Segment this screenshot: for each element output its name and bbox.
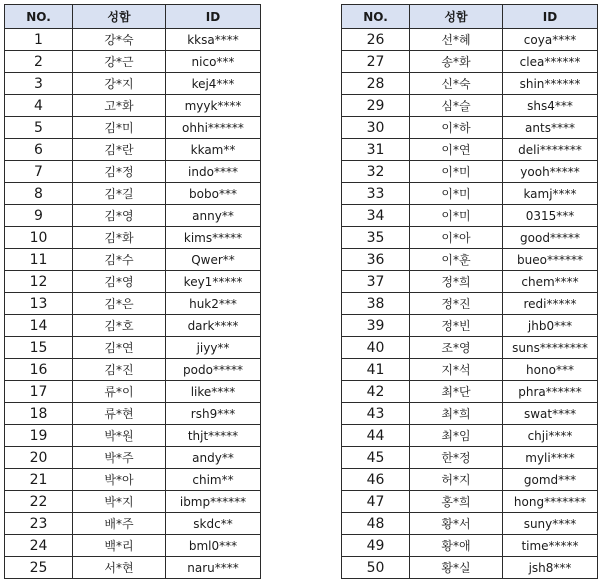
cell-name: 한*정 (410, 447, 503, 469)
cell-name: 김*미 (73, 117, 166, 139)
cell-name: 김*진 (73, 359, 166, 381)
cell-id: indo**** (166, 161, 261, 183)
cell-id: chim** (166, 469, 261, 491)
cell-no: 24 (5, 535, 73, 557)
cell-id: ohhi****** (166, 117, 261, 139)
cell-name: 서*현 (73, 557, 166, 579)
cell-name: 황*서 (410, 513, 503, 535)
table-header-row (5, 5, 261, 29)
header-id: ID (503, 5, 598, 29)
cell-no: 33 (342, 183, 410, 205)
cell-no: 11 (5, 249, 73, 271)
cell-id: redi***** (503, 293, 598, 315)
cell-id: skdc** (166, 513, 261, 535)
table-body-left (5, 29, 261, 579)
cell-id: hono*** (503, 359, 598, 381)
cell-id: deli******* (503, 139, 598, 161)
table-row (342, 161, 598, 183)
cell-no: 23 (5, 513, 73, 535)
cell-no: 9 (5, 205, 73, 227)
cell-id: swat**** (503, 403, 598, 425)
cell-id: kims***** (166, 227, 261, 249)
cell-no: 2 (5, 51, 73, 73)
cell-id: coya**** (503, 29, 598, 51)
cell-name: 김*호 (73, 315, 166, 337)
cell-id: chji**** (503, 425, 598, 447)
cell-name: 강*숙 (73, 29, 166, 51)
cell-no: 45 (342, 447, 410, 469)
winner-table-left (4, 4, 261, 579)
cell-no: 27 (342, 51, 410, 73)
table-row (5, 117, 261, 139)
cell-name: 김*영 (73, 271, 166, 293)
cell-no: 17 (5, 381, 73, 403)
cell-no: 34 (342, 205, 410, 227)
cell-id: gomd*** (503, 469, 598, 491)
cell-name: 허*지 (410, 469, 503, 491)
cell-no: 29 (342, 95, 410, 117)
table-row (342, 51, 598, 73)
table-row (5, 73, 261, 95)
table-row (342, 403, 598, 425)
cell-name: 박*아 (73, 469, 166, 491)
cell-id: Qwer** (166, 249, 261, 271)
cell-no: 14 (5, 315, 73, 337)
cell-no: 30 (342, 117, 410, 139)
table-row (5, 183, 261, 205)
cell-no: 28 (342, 73, 410, 95)
table-row (5, 95, 261, 117)
cell-name: 조*영 (410, 337, 503, 359)
cell-name: 심*슬 (410, 95, 503, 117)
cell-id: dark**** (166, 315, 261, 337)
cell-no: 13 (5, 293, 73, 315)
table-row (342, 227, 598, 249)
cell-no: 18 (5, 403, 73, 425)
cell-no: 31 (342, 139, 410, 161)
cell-id: naru**** (166, 557, 261, 579)
table-row (5, 271, 261, 293)
cell-id: anny** (166, 205, 261, 227)
cell-id: chem**** (503, 271, 598, 293)
header-name: 성함 (410, 5, 503, 29)
table-row (5, 425, 261, 447)
cell-id: thjt***** (166, 425, 261, 447)
cell-id: podo***** (166, 359, 261, 381)
table-row (342, 513, 598, 535)
cell-no: 50 (342, 557, 410, 579)
cell-no: 7 (5, 161, 73, 183)
cell-id: myli**** (503, 447, 598, 469)
cell-name: 이*아 (410, 227, 503, 249)
cell-id: kej4*** (166, 73, 261, 95)
cell-id: shs4*** (503, 95, 598, 117)
cell-no: 12 (5, 271, 73, 293)
cell-id: rsh9*** (166, 403, 261, 425)
cell-no: 21 (5, 469, 73, 491)
table-row (342, 337, 598, 359)
cell-id: good***** (503, 227, 598, 249)
cell-name: 이*하 (410, 117, 503, 139)
cell-no: 16 (5, 359, 73, 381)
cell-no: 15 (5, 337, 73, 359)
table-row (5, 359, 261, 381)
cell-name: 김*은 (73, 293, 166, 315)
table-row (5, 557, 261, 579)
cell-id: kksa**** (166, 29, 261, 51)
cell-name: 박*지 (73, 491, 166, 513)
table-row (342, 29, 598, 51)
cell-name: 최*임 (410, 425, 503, 447)
cell-id: 0315*** (503, 205, 598, 227)
cell-no: 5 (5, 117, 73, 139)
winner-table-right (341, 4, 598, 579)
cell-no: 20 (5, 447, 73, 469)
cell-no: 37 (342, 271, 410, 293)
cell-name: 류*이 (73, 381, 166, 403)
cell-name: 김*정 (73, 161, 166, 183)
table-row (342, 249, 598, 271)
header-no: NO. (5, 5, 73, 29)
cell-name: 황*애 (410, 535, 503, 557)
table-row (342, 139, 598, 161)
table-row (342, 469, 598, 491)
table-row (5, 139, 261, 161)
cell-id: phra****** (503, 381, 598, 403)
cell-id: bueo****** (503, 249, 598, 271)
cell-id: jsh8*** (503, 557, 598, 579)
cell-id: hong******* (503, 491, 598, 513)
table-row (5, 29, 261, 51)
cell-name: 이*미 (410, 183, 503, 205)
cell-no: 1 (5, 29, 73, 51)
table-row (5, 249, 261, 271)
cell-id: key1***** (166, 271, 261, 293)
cell-name: 최*희 (410, 403, 503, 425)
cell-no: 10 (5, 227, 73, 249)
cell-name: 홍*희 (410, 491, 503, 513)
table-row (5, 337, 261, 359)
table-row (342, 447, 598, 469)
table-row (342, 271, 598, 293)
cell-id: suns******** (503, 337, 598, 359)
table-row (5, 491, 261, 513)
cell-name: 송*화 (410, 51, 503, 73)
cell-id: shin****** (503, 73, 598, 95)
cell-name: 황*실 (410, 557, 503, 579)
cell-id: time***** (503, 535, 598, 557)
table-row (342, 359, 598, 381)
table-row (342, 557, 598, 579)
table-row (342, 315, 598, 337)
table-row (5, 51, 261, 73)
cell-no: 36 (342, 249, 410, 271)
table-row (5, 205, 261, 227)
cell-id: ibmp****** (166, 491, 261, 513)
table-row (5, 381, 261, 403)
cell-name: 강*지 (73, 73, 166, 95)
cell-no: 46 (342, 469, 410, 491)
cell-id: kkam** (166, 139, 261, 161)
table-row (342, 381, 598, 403)
cell-no: 35 (342, 227, 410, 249)
cell-id: andy** (166, 447, 261, 469)
cell-no: 6 (5, 139, 73, 161)
cell-name: 김*란 (73, 139, 166, 161)
cell-name: 선*혜 (410, 29, 503, 51)
table-row (5, 227, 261, 249)
table-row (342, 183, 598, 205)
table-row (342, 205, 598, 227)
cell-no: 25 (5, 557, 73, 579)
cell-no: 43 (342, 403, 410, 425)
header-id: ID (166, 5, 261, 29)
cell-name: 강*근 (73, 51, 166, 73)
table-row (342, 293, 598, 315)
table-row (5, 513, 261, 535)
cell-no: 47 (342, 491, 410, 513)
cell-name: 이*미 (410, 161, 503, 183)
table-row (5, 447, 261, 469)
cell-name: 류*현 (73, 403, 166, 425)
cell-name: 배*주 (73, 513, 166, 535)
header-no: NO. (342, 5, 410, 29)
cell-id: yooh***** (503, 161, 598, 183)
cell-no: 49 (342, 535, 410, 557)
cell-id: huk2*** (166, 293, 261, 315)
table-row (342, 117, 598, 139)
table-row (342, 535, 598, 557)
cell-no: 38 (342, 293, 410, 315)
header-name: 성함 (73, 5, 166, 29)
cell-id: bobo*** (166, 183, 261, 205)
cell-no: 41 (342, 359, 410, 381)
cell-no: 8 (5, 183, 73, 205)
table-row (5, 403, 261, 425)
cell-no: 4 (5, 95, 73, 117)
cell-id: jiyy** (166, 337, 261, 359)
cell-name: 백*리 (73, 535, 166, 557)
cell-id: ants**** (503, 117, 598, 139)
table-row (342, 425, 598, 447)
cell-id: nico*** (166, 51, 261, 73)
cell-name: 김*길 (73, 183, 166, 205)
table-row (342, 95, 598, 117)
cell-name: 정*진 (410, 293, 503, 315)
cell-no: 3 (5, 73, 73, 95)
cell-name: 박*원 (73, 425, 166, 447)
cell-no: 42 (342, 381, 410, 403)
cell-no: 32 (342, 161, 410, 183)
cell-no: 22 (5, 491, 73, 513)
cell-no: 48 (342, 513, 410, 535)
cell-name: 김*영 (73, 205, 166, 227)
table-row (5, 469, 261, 491)
cell-no: 40 (342, 337, 410, 359)
cell-name: 신*숙 (410, 73, 503, 95)
table-row (342, 73, 598, 95)
cell-name: 이*미 (410, 205, 503, 227)
table-row (5, 535, 261, 557)
cell-no: 19 (5, 425, 73, 447)
cell-id: clea****** (503, 51, 598, 73)
cell-no: 26 (342, 29, 410, 51)
cell-name: 정*빈 (410, 315, 503, 337)
table-row (5, 315, 261, 337)
cell-id: kamj**** (503, 183, 598, 205)
cell-name: 김*수 (73, 249, 166, 271)
cell-name: 지*석 (410, 359, 503, 381)
cell-no: 39 (342, 315, 410, 337)
cell-id: suny**** (503, 513, 598, 535)
cell-name: 고*화 (73, 95, 166, 117)
cell-id: bml0*** (166, 535, 261, 557)
cell-name: 박*주 (73, 447, 166, 469)
cell-name: 김*연 (73, 337, 166, 359)
cell-name: 최*단 (410, 381, 503, 403)
table-row (342, 491, 598, 513)
cell-name: 김*화 (73, 227, 166, 249)
cell-id: jhb0*** (503, 315, 598, 337)
cell-id: like**** (166, 381, 261, 403)
cell-name: 이*훈 (410, 249, 503, 271)
table-body-right (342, 29, 598, 579)
table-row (5, 161, 261, 183)
cell-no: 44 (342, 425, 410, 447)
cell-name: 이*연 (410, 139, 503, 161)
table-row (5, 293, 261, 315)
cell-id: myyk**** (166, 95, 261, 117)
table-header-row (342, 5, 598, 29)
cell-name: 정*희 (410, 271, 503, 293)
